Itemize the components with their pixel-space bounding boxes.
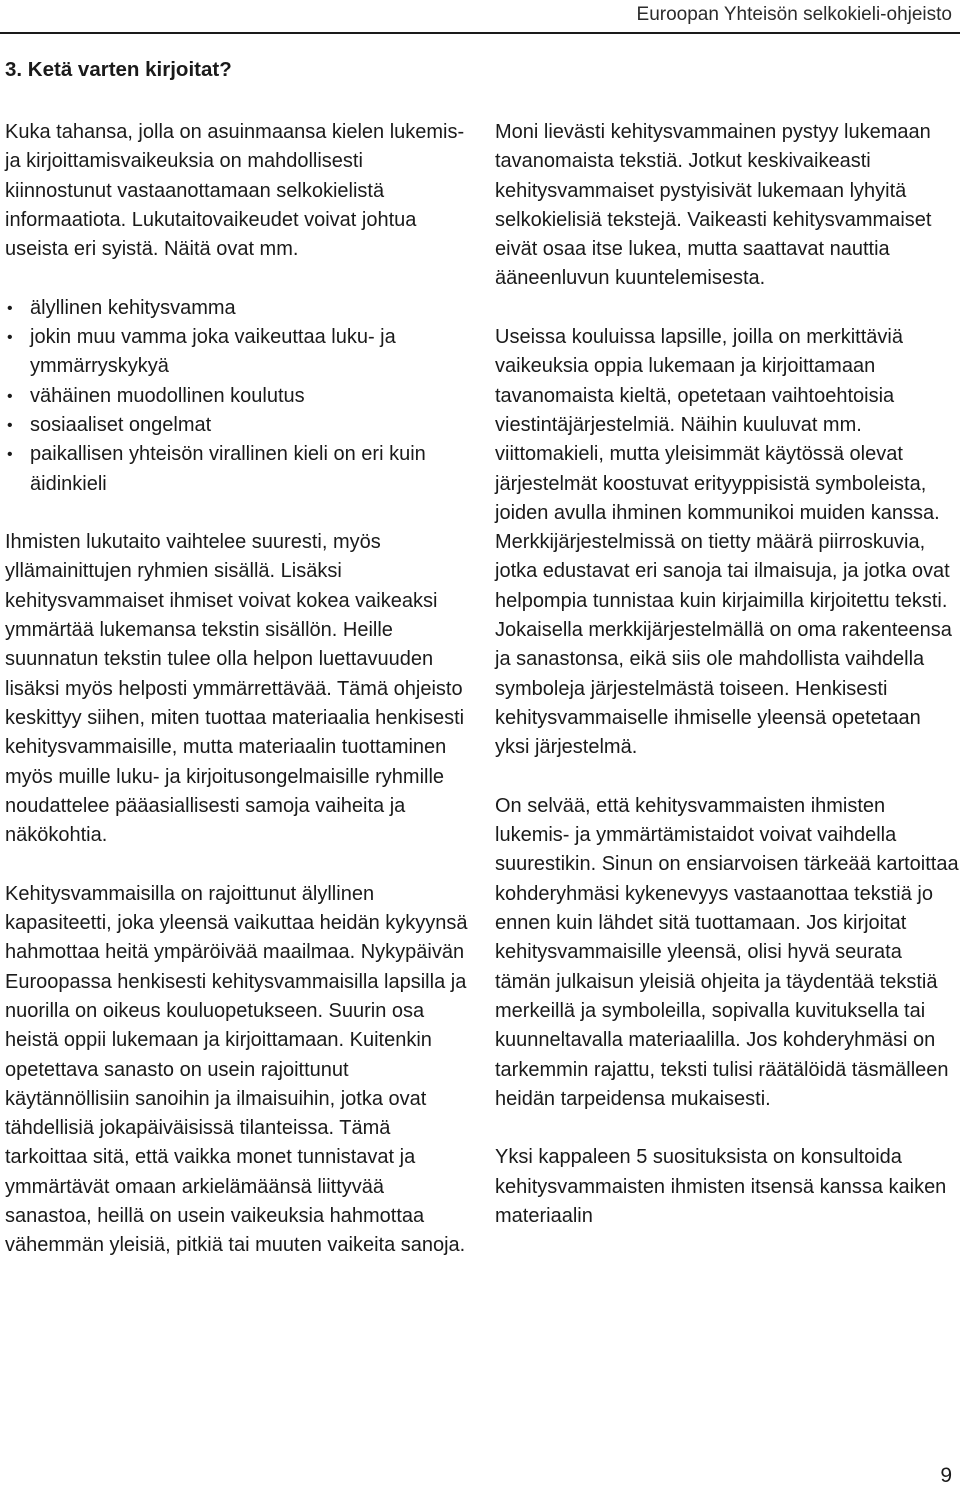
list-item [5, 294, 475, 323]
bullet-icon: • [7, 446, 13, 464]
left-column [5, 118, 475, 1261]
list-item-text: vähäinen muodollinen koulutus [30, 384, 305, 407]
bullet-icon: • [7, 299, 13, 317]
bullet-icon: • [7, 416, 13, 434]
header-rule [0, 32, 960, 34]
bullet-icon: • [7, 329, 13, 347]
list-item-text: älyllinen kehitysvamma [30, 296, 236, 319]
target-group-paragraph: On selvää, että kehitysvammaisten ihmisten lukemis- ja ymmärtämistaidot voivat vaihdella suurestikin. Sinun on ensiarvoisen tärkeää kartoittaa kohderyhmäsi kykenevyys vastaanottaa tekstiä jo ennen kuin lähdet sitä tuottamaan. Jos kirjoitat kehitysvammaisille yleensä, olisi hyvä seurata tämän julkaisun yleisiä ohjeita ja täydentää tekstiä merkeillä ja symboleilla, sopivalla kuvituksella tai kuunneltavalla materiaalilla. Jos kohderyhmäsi on tarkemmin rajattu, teksti tulisi räätälöidä täsmälleen heidän tarpeidensa mukaisesti. [495, 794, 959, 1110]
list-item-text: jokin muu vamma joka vaikeuttaa luku- ja ymmärryskykyä [30, 326, 396, 378]
reading-ability-paragraph: Moni lievästi kehitysvammainen pystyy lukemaan tavanomaista tekstiä. Jotkut keskivaikeasti kehitysvammaiset pystyisivät lukemaan lyhyitä selkokielisiä tekstejä. Vaikeasti kehitysvammaiset eivät osaa itse lukea, mutta saattavat nauttia ääneenluvun kuuntelemisesta. [495, 121, 932, 290]
list-item-text: sosiaaliset ongelmat [30, 413, 212, 436]
capacity-paragraph: Kehitysvammaisilla on rajoittunut älyllinen kapasiteetti, joka yleensä vaikuttaa heidän kykyynsä hahmottaa heitä ympäröivää maailmaa. Nykypäivän Euroopassa henkisesti kehitysvammaisilla lapsilla ja nuorilla on oikeus kouluopetukseen. Suurin osa heistä oppii lukemaan ja kirjoittamaan. Kuitenkin opetettava sanasto on usein rajoittunut käytännöllisiin sanoihin ja ilmaisuihin, jotka ovat tähdellisiä jokapäiväisissä tilanteissa. Tämä tarkoittaa sitä, että vaikka monet tunnistavat ja ymmärtävät omaan arkielämäänsä liittyvää sanastoa, heillä on usein vaikeuksia hahmottaa vähemmän yleisiä, pitkiä tai muuten vaikeita sanoja. [5, 882, 468, 1257]
reasons-list [5, 294, 475, 499]
bullet-icon: • [7, 387, 13, 405]
intro-paragraph: Kuka tahansa, jolla on asuinmaansa kielen lukemis- ja kirjoittamisvaikeuksia on mahdollisesti kiinnostunut vastaanottamaan selkokielistä informaatiota. Lukutaitovaikeudet voivat johtua useista eri syistä. Näitä ovat mm. [5, 121, 465, 261]
list-item [5, 323, 475, 382]
page-number: 9 [940, 1464, 952, 1487]
consultation-paragraph: Yksi kappaleen 5 suosituksista on konsultoida kehitysvammaisten ihmisten itsensä kanssa kaiken materiaalin [495, 1146, 947, 1227]
list-item [5, 440, 475, 499]
right-column [495, 118, 960, 1231]
section-title: 3. Ketä varten kirjoitat? [5, 58, 232, 81]
literacy-paragraph: Ihmisten lukutaito vaihtelee suuresti, myös yllämainittujen ryhmien sisällä. Lisäksi kehitysvammaiset ihmiset voivat kokea vaikeaksi ymmärtää lukemansa tekstin sisällön. Heille suunnatun tekstin tulee olla helpon luettavuuden lisäksi myös helposti ymmärrettävää. Tämä ohjeisto keskittyy siihen, miten tuottaa materiaalia henkisesti kehitysvammaisille, mutta materiaalin tuottaminen myös muille luku- ja kirjoitusongelmaisille ryhmille noudattelee pääasiallisesti samoja vaiheita ja näkökohtia. [5, 531, 465, 847]
running-header-title: Euroopan Yhteisön selkokieli-ohjeisto [636, 4, 952, 25]
list-item-text: paikallisen yhteisön virallinen kieli on eri kuin äidinkieli [30, 443, 426, 495]
list-item [5, 411, 475, 440]
communication-systems-paragraph: Useissa kouluissa lapsille, joilla on merkittäviä vaikeuksia oppia lukemaan ja kirjoittamaan tavanomaista kieltä, opetetaan vaihtoehtoisia viestintäjärjestelmiä. Näihin kuuluvat mm. viittomakieli, mutta yleisimmät käytössä olevat järjestelmät koostuvat erityyppisistä symboleista, joiden avulla ihminen kommunikoi muiden kanssa. Merkkijärjestelmissä on tietty määrä piirroskuvia, jotka edustavat eri sanoja tai ilmaisuja, ja jotka ovat helpompia tunnistaa kuin kirjaimilla kirjoitettu teksti. Jokaisella merkkijärjestelmällä on oma rakenteensa ja sanastonsa, eikä siis ole mahdollista vaihdella symboleja järjestelmästä toiseen. Henkisesti kehitysvammaiselle ihmiselle yleensä opetetaan yksi järjestelmä. [495, 326, 952, 759]
list-item [5, 382, 475, 411]
